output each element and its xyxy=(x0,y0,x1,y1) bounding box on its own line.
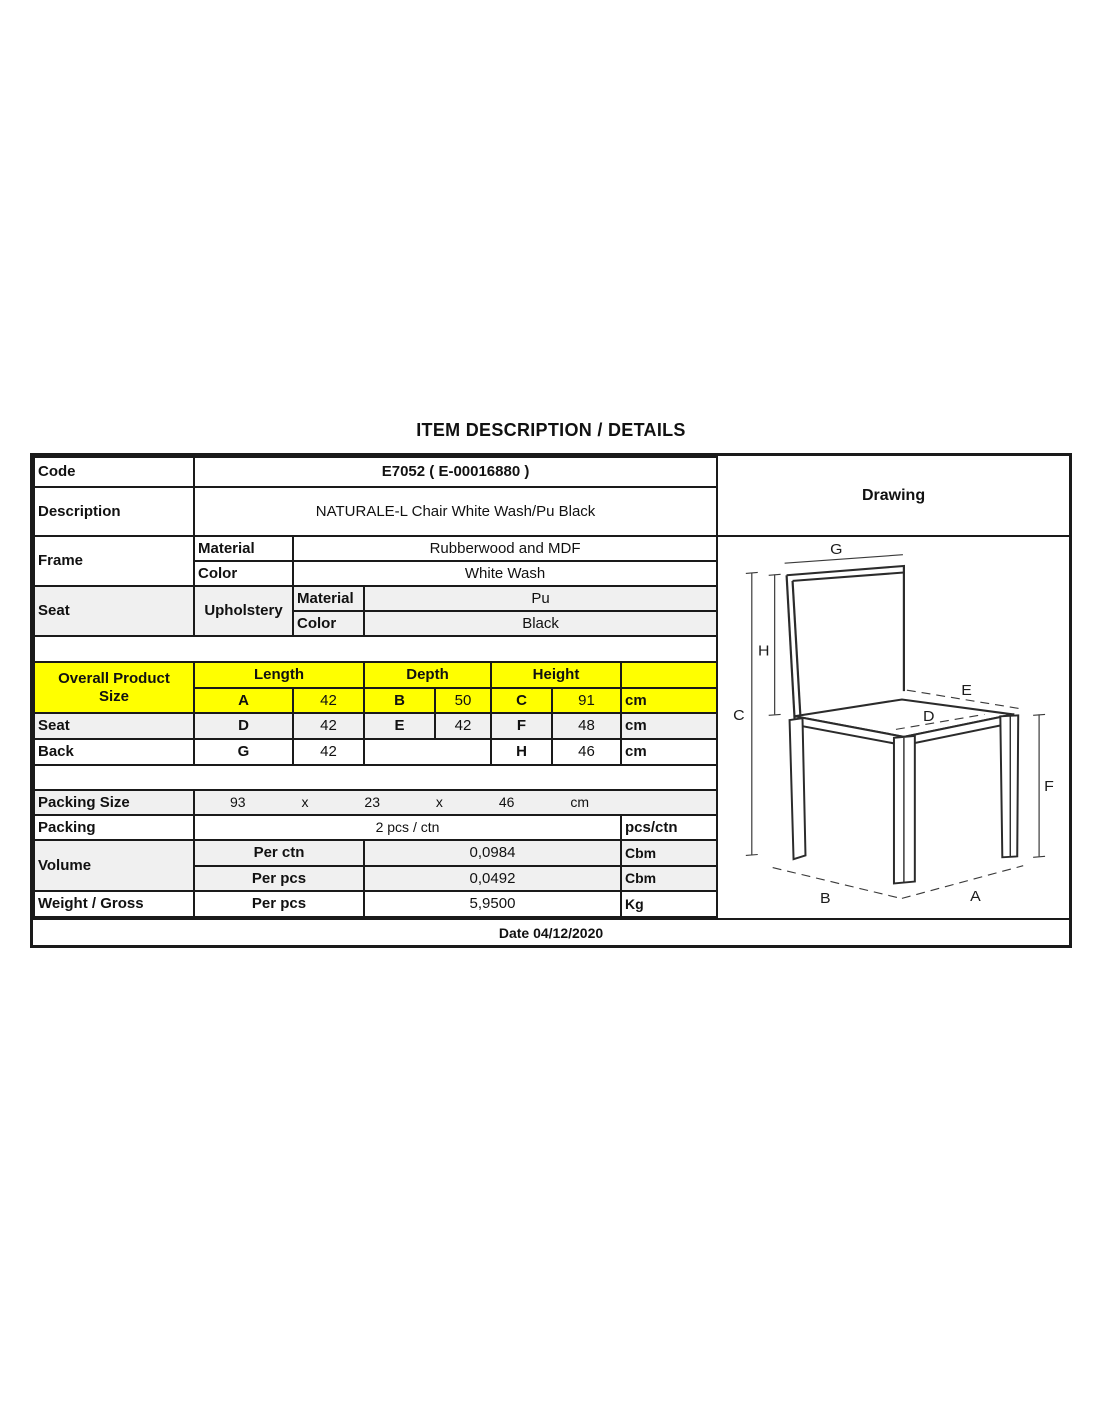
frame-color-label: Color xyxy=(194,561,293,586)
back-size-label: Back xyxy=(34,739,194,765)
dim-f-key: F xyxy=(491,713,552,739)
dim-a-value: 42 xyxy=(293,688,364,713)
packing-size-part: x xyxy=(435,794,443,811)
spacer-row-1 xyxy=(34,636,717,662)
description-row xyxy=(34,487,717,536)
dim-label-g: G xyxy=(830,541,843,558)
dim-label-b: B xyxy=(820,890,831,907)
dim-b-value: 50 xyxy=(435,688,491,713)
frame-color-value: White Wash xyxy=(293,561,717,586)
dim-g-key: G xyxy=(194,739,293,765)
page-title: ITEM DESCRIPTION / DETAILS xyxy=(416,420,686,440)
dim-g-value: 42 xyxy=(293,739,364,765)
per-pcs-label: Per pcs xyxy=(194,866,364,891)
packing-size-row xyxy=(34,790,717,815)
dim-b-key: B xyxy=(364,688,435,713)
frame-material-row xyxy=(34,536,717,561)
dim-label-h: H xyxy=(758,643,770,660)
code-value: E7052 ( E-00016880 ) xyxy=(194,457,717,487)
dim-a-key: A xyxy=(194,688,293,713)
volume-per-ctn-row xyxy=(34,840,717,866)
code-label: Code xyxy=(34,457,194,487)
dim-label-f: F xyxy=(1044,778,1054,795)
volume-label: Volume xyxy=(34,840,194,891)
packing-label: Packing xyxy=(34,815,194,840)
dim-h-key: H xyxy=(491,739,552,765)
chair-drawing xyxy=(718,537,1069,918)
height-header: Height xyxy=(491,662,621,688)
dim-label-c: C xyxy=(733,707,745,724)
packing-row xyxy=(34,815,717,840)
packing-size-part: 46 xyxy=(498,794,515,811)
per-ctn-value: 0,0984 xyxy=(364,840,621,866)
frame-material-label: Material xyxy=(194,536,293,561)
packing-size-label: Packing Size xyxy=(34,790,194,815)
back-size-row xyxy=(34,739,717,765)
spec-sheet xyxy=(30,453,1072,948)
seat-upholstery-label: Upholstery xyxy=(194,586,293,636)
dim-label-a: A xyxy=(970,888,981,906)
seat-color-value: Black xyxy=(364,611,717,636)
packing-size-part: x xyxy=(301,794,309,811)
chair-backrest xyxy=(787,566,904,718)
overall-product-size-line2: Size xyxy=(98,687,129,705)
dim-d-key: D xyxy=(194,713,293,739)
dim-d-value: 42 xyxy=(293,713,364,739)
dim-label-d: D xyxy=(923,708,935,725)
dim-line-a xyxy=(902,866,1023,899)
spec-table xyxy=(33,456,718,918)
packing-size-part: cm xyxy=(570,794,590,811)
dim-line-b xyxy=(773,868,901,899)
per-ctn-label: Per ctn xyxy=(194,840,364,866)
per-ctn-unit: Cbm xyxy=(621,840,717,866)
dim-label-e: E xyxy=(961,682,972,699)
size-header-blank-cell xyxy=(621,662,717,688)
overall-product-size-line1: Overall Product xyxy=(58,670,170,688)
seat-material-label: Material xyxy=(293,586,364,611)
per-pcs-value: 0,0492 xyxy=(364,866,621,891)
packing-unit: pcs/ctn xyxy=(621,815,717,840)
seat-size-label: Seat xyxy=(34,713,194,739)
chair-legs xyxy=(790,715,1019,883)
seat-size-row xyxy=(34,713,717,739)
dim-e-value: 42 xyxy=(435,713,491,739)
length-header: Length xyxy=(194,662,364,688)
back-size-unit: cm xyxy=(621,739,717,765)
dim-c-value: 91 xyxy=(552,688,621,713)
packing-value: 2 pcs / ctn xyxy=(194,815,621,840)
dim-c-key: C xyxy=(491,688,552,713)
dim-e-key: E xyxy=(364,713,435,739)
dim-line-g xyxy=(785,555,903,563)
frame-material-value: Rubberwood and MDF xyxy=(293,536,717,561)
drawing-column xyxy=(718,456,1069,918)
dim-f-value: 48 xyxy=(552,713,621,739)
description-value: NATURALE-L Chair White Wash/Pu Black xyxy=(194,487,717,536)
weight-label: Weight / Gross xyxy=(34,891,194,917)
seat-label: Seat xyxy=(34,586,194,636)
packing-size-part: 93 xyxy=(230,794,246,811)
dim-h-value: 46 xyxy=(552,739,621,765)
packing-size-part: 23 xyxy=(364,794,380,811)
back-size-blank-cell xyxy=(364,739,491,765)
weight-unit: Kg xyxy=(621,891,717,917)
spacer-cell xyxy=(34,765,717,790)
frame-label: Frame xyxy=(34,536,194,586)
seat-size-unit: cm xyxy=(621,713,717,739)
sheet-main xyxy=(33,456,1069,918)
weight-row xyxy=(34,891,717,917)
date-row: Date 04/12/2020 xyxy=(33,918,1069,945)
spacer-row-2 xyxy=(34,765,717,790)
weight-per-label: Per pcs xyxy=(194,891,364,917)
overall-unit: cm xyxy=(621,688,717,713)
depth-header: Depth xyxy=(364,662,491,688)
seat-material-row xyxy=(34,586,717,611)
spacer-cell xyxy=(34,636,717,662)
drawing-header: Drawing xyxy=(718,456,1069,537)
weight-value: 5,9500 xyxy=(364,891,621,917)
description-label: Description xyxy=(34,487,194,536)
seat-color-label: Color xyxy=(293,611,364,636)
overall-product-size-label xyxy=(34,662,194,713)
size-header-row xyxy=(34,662,717,688)
packing-size-value xyxy=(194,790,717,815)
seat-material-value: Pu xyxy=(364,586,717,611)
per-pcs-unit: Cbm xyxy=(621,866,717,891)
drawing-area xyxy=(718,537,1069,918)
code-row xyxy=(34,457,717,487)
